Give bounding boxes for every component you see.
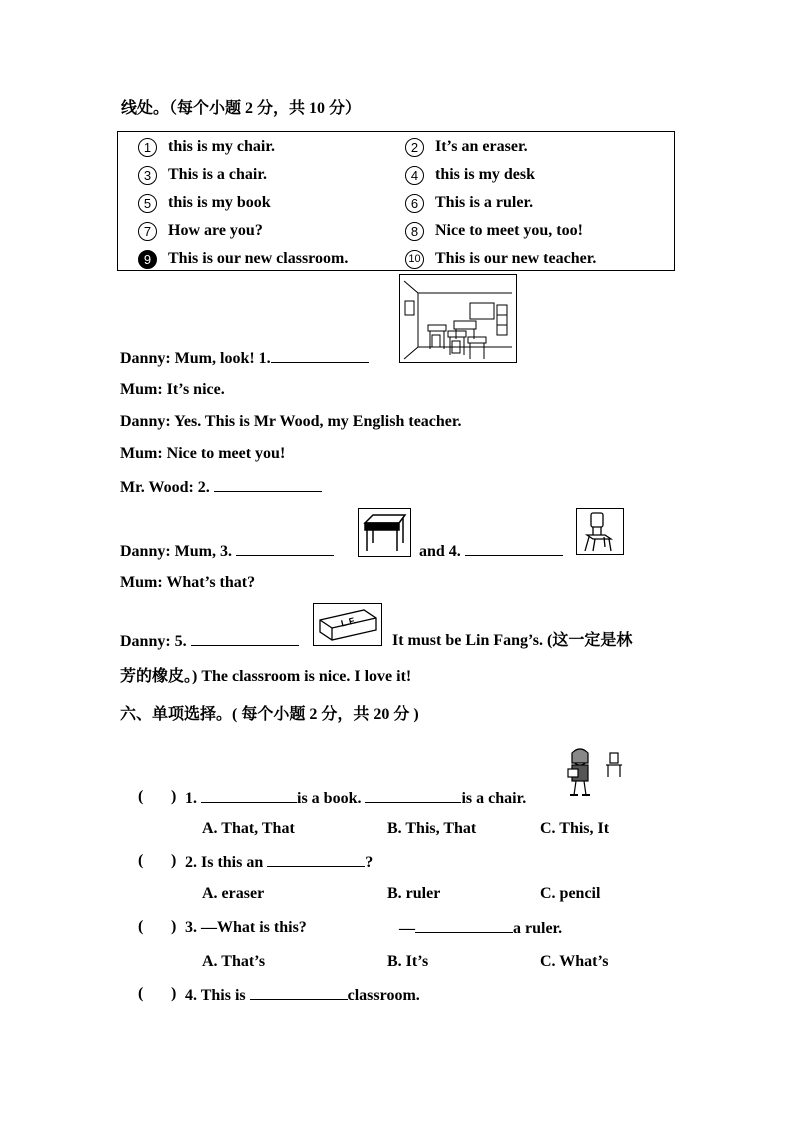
question-text: a ruler.	[513, 920, 563, 937]
option-number: 3	[138, 166, 157, 185]
section-6-heading: 六、单项选择。( 每个小题 2 分，共 20 分 )	[120, 706, 419, 723]
answer-paren-open-1: (	[138, 788, 144, 805]
question-text: 4. This is	[185, 987, 246, 1004]
option-number: 5	[138, 194, 157, 213]
option-text: This is our new teacher.	[435, 250, 597, 267]
dialogue-text: Danny: Mum, 3.	[120, 543, 233, 560]
dialogue-line-8	[120, 631, 299, 652]
desk-drawing	[359, 509, 410, 556]
option-4	[405, 164, 535, 186]
option-1	[138, 136, 275, 158]
answer-paren-open-3: (	[138, 918, 144, 935]
answer-paren-close-3: )	[171, 918, 177, 935]
option-5	[138, 192, 271, 214]
question-2	[185, 852, 373, 873]
option-number: 9	[138, 250, 157, 269]
option-text: This is our new classroom.	[168, 250, 349, 267]
chair-drawing	[577, 509, 623, 554]
answer-blank-4[interactable]	[465, 541, 563, 556]
option-text: Nice to meet you, too!	[435, 222, 583, 239]
option-text: this is my book	[168, 194, 271, 211]
eraser-label: L.F.	[339, 615, 357, 629]
question-blank[interactable]	[415, 918, 513, 933]
question-dash: —	[399, 920, 415, 937]
dialogue-line-7: Mum: What’s that?	[120, 574, 256, 591]
classroom-drawing	[400, 275, 516, 362]
classroom-picture	[399, 274, 517, 363]
answer-blank-3[interactable]	[236, 541, 334, 556]
dialogue-line-4: Mum: Nice to meet you!	[120, 445, 286, 462]
question-text: ?	[365, 854, 374, 871]
eraser-picture	[313, 603, 382, 646]
dialogue-line-1	[120, 348, 369, 369]
option-number: 8	[405, 222, 424, 241]
option-number: 10	[405, 250, 424, 269]
answer-blank-5[interactable]	[191, 631, 299, 646]
q2-option-b[interactable]: B. ruler	[387, 885, 441, 902]
answer-paren-open-2: (	[138, 852, 144, 869]
dialogue-line-9: 芳的橡皮。) The classroom is nice. I love it!	[120, 668, 412, 685]
dialogue-line-6	[120, 541, 334, 562]
chair-picture	[576, 508, 624, 555]
option-text: How are you?	[168, 222, 263, 239]
option-number: 7	[138, 222, 157, 241]
option-6	[405, 192, 533, 214]
q3-option-a[interactable]: A. That’s	[202, 953, 266, 970]
option-8	[405, 220, 583, 242]
eraser-drawing	[314, 604, 381, 645]
option-number: 6	[405, 194, 424, 213]
q2-option-a[interactable]: A. eraser	[202, 885, 265, 902]
option-number: 4	[405, 166, 424, 185]
option-number: 2	[405, 138, 424, 157]
question-blank[interactable]	[365, 788, 461, 803]
option-9	[138, 248, 348, 270]
dialogue-text: Danny: 5.	[120, 633, 187, 650]
option-10	[405, 248, 596, 270]
q1-option-c[interactable]: C. This, It	[540, 820, 610, 837]
option-text: It’s an eraser.	[435, 138, 528, 155]
dialogue-text: and 4.	[419, 543, 461, 560]
option-7	[138, 220, 263, 242]
q1-option-b[interactable]: B. This, That	[387, 820, 477, 837]
option-2	[405, 136, 528, 158]
question-text: 2. Is this an	[185, 854, 264, 871]
girl-chair-picture	[562, 745, 630, 801]
q1-option-a[interactable]: A. That, That	[202, 820, 295, 837]
question-text: —What is this?	[201, 919, 307, 936]
dialogue-text: Danny: Mum, look! 1.	[120, 350, 271, 367]
answer-blank-1[interactable]	[271, 348, 369, 363]
question-number: 3.	[185, 919, 197, 936]
dialogue-line-5	[120, 477, 322, 498]
question-blank[interactable]	[267, 852, 365, 867]
option-text: this is my desk	[435, 166, 536, 183]
options-box	[117, 131, 675, 271]
question-blank[interactable]	[250, 985, 348, 1000]
question-text: classroom.	[347, 987, 420, 1004]
question-text: is a chair.	[461, 790, 527, 807]
question-3-answer	[399, 918, 562, 939]
answer-paren-close-2: )	[171, 852, 177, 869]
question-blank[interactable]	[201, 788, 297, 803]
option-text: this is my chair.	[168, 138, 275, 155]
question-1	[185, 788, 526, 809]
dialogue-line-3: Danny: Yes. This is Mr Wood, my English teacher.	[120, 413, 462, 430]
q3-option-b[interactable]: B. It’s	[387, 953, 429, 970]
option-number: 1	[138, 138, 157, 157]
desk-picture	[358, 508, 411, 557]
question-3	[185, 918, 307, 938]
dialogue-line-2: Mum: It’s nice.	[120, 381, 225, 398]
dialogue-line-6b	[419, 541, 563, 562]
answer-paren-close-1: )	[171, 788, 177, 805]
dialogue-text: Mr. Wood: 2.	[120, 479, 210, 496]
answer-paren-close-4: )	[171, 985, 177, 1002]
question-4	[185, 985, 420, 1006]
q3-option-c[interactable]: C. What’s	[540, 953, 609, 970]
section-heading: 线处。（每个小题 2 分，共 10 分）	[121, 100, 362, 117]
q2-option-c[interactable]: C. pencil	[540, 885, 601, 902]
question-number: 1.	[185, 790, 197, 807]
option-3	[138, 164, 267, 186]
dialogue-line-8b: It must be Lin Fang’s. (这一定是林	[392, 632, 633, 649]
option-text: This is a chair.	[168, 166, 267, 183]
question-text: is a book.	[297, 790, 362, 807]
answer-blank-2[interactable]	[214, 477, 322, 492]
answer-paren-open-4: (	[138, 985, 144, 1002]
option-text: This is a ruler.	[435, 194, 534, 211]
